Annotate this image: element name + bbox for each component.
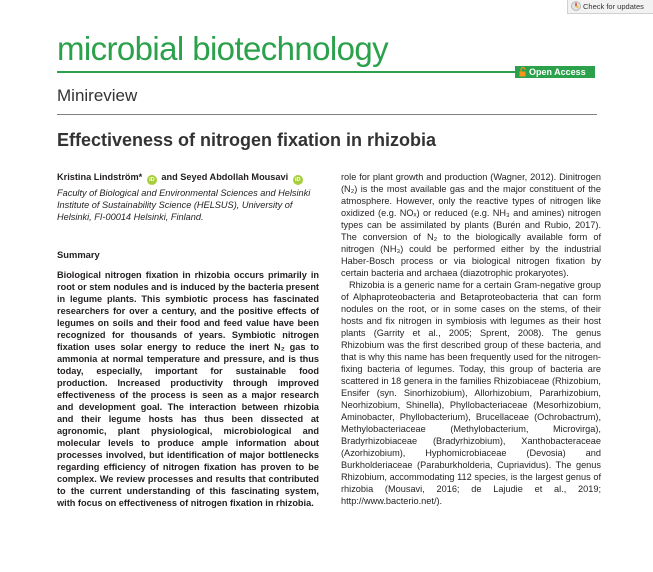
author-2-name: Seyed Abdollah Mousavi	[180, 172, 289, 182]
article-type: Minireview	[57, 86, 138, 105]
check-for-updates-label: Check for updates	[583, 2, 644, 11]
author-connector: and	[161, 172, 178, 182]
left-column	[57, 171, 319, 509]
author-list	[57, 171, 319, 185]
body-paragraph-1: role for plant growth and production (Wagner, 2012). Dinitrogen (N₂) is the most available gas and the major constituent of the atmosphere. However, only the reactive types of nitrogen like oxidized (e.g. NOₓ) or reduced (e.g. NH₃ and amines) nitrogen types can be assimilated by plants (Burén and Rubio, 2017). The conversion of N₂ to the biologically available form of nitrogen (NH₃) could be performed either by the industrial Haber-Bosch process or via biological nitrogen fixation by certain bacteria and archaea (diazotrophic prokaryotes).	[341, 172, 601, 278]
right-column	[341, 171, 601, 507]
title-divider	[57, 114, 597, 115]
summary-text: Biological nitrogen fixation in rhizobia occurs primarily in root or stem nodules and is induced by the bacteria present in legume plants. This symbiotic process has fascinated researchers for over a century, and the positive effects of legumes on soils and their food and feed value have been recognized for thousands of years. Symbiotic nitrogen fixation uses solar energy to reduce the inert N₂ gas to ammonia at normal temperature and pressure, and is thus today, especially, important for sustainable food production. Increased productivity through improved effectiveness of the process is seen as a major research and development goal. The interaction between rhizobia and their legume hosts has thus been dissected at agronomic, plant physiological, microbiological and molecular levels to produce ample information about processes involved, but identification of major bottlenecks regarding efficiency of nitrogen fixation has proven to be complex. We review processes and results that contributed to the current understanding of this fascinating system, with focus on effectiveness of nitrogen fixation in rhizobia.	[57, 270, 319, 508]
orcid-icon[interactable]: iD	[147, 175, 157, 185]
author-1-name: Kristina Lindström*	[57, 172, 143, 182]
open-access-label: Open Access	[529, 67, 586, 77]
body-paragraph-2: Rhizobia is a generic name for a certain Gram-negative group of Alphaproteobacteria and Betaproteobacteria that can form nodules on the root, or in some cases on the stems, of their hosts and fix nitrogen in symbiosis with legumes as their host plants (Garrity et al., 2005; Sprent, 2008). The genus Rhizobium was the first described group of these bacteria, and that is why this name has been frequently used for the nitrogen-fixing bacteria of legumes. Today, this group of bacteria are scattered in 18 genera in the families Rhizobiaceae (Rhizobium, Ensifer (syn. Sinorhizobium), Allorhizobium, Pararhizobium, Neorhizobium, Shinella), Phyllobacteriaceae (Mesorhizobium, Aminobacter, Phyllobacterium), Brucellaceae (Ochrobactrum), Methylobacteriaceae (Methylobacterium, Microvirga), Bradyrhizobiaceae (Bradyrhizobium), Xanthobacteraceae (Azorhizobium), Hyphomicrobiaceae (Devosia) and Burkholderiaceae (Paraburkholderia, Cupriavidus). The genus Rhizobium, accommodating 112 species, is the largest genus of rhizobia (Mousavi, 2016; de Lajudie et al., 2019; http://www.bacterio.net/).	[341, 280, 601, 506]
affiliation: Faculty of Biological and Environmental Sciences and Helsinki Institute of Sustainability Science (HELSUS), University of Helsinki, FI-00014 Helsinki, Finland.	[57, 188, 311, 222]
header-rule	[57, 71, 515, 73]
check-updates-icon	[571, 1, 581, 11]
summary-heading: Summary	[57, 249, 100, 260]
open-access-badge	[515, 66, 595, 78]
check-for-updates-button[interactable]	[567, 0, 653, 14]
article-title: Effectiveness of nitrogen fixation in rhizobia	[57, 130, 437, 150]
orcid-icon[interactable]: iD	[293, 175, 303, 185]
journal-name: microbial biotechnology	[57, 30, 389, 67]
open-lock-icon	[518, 67, 528, 77]
